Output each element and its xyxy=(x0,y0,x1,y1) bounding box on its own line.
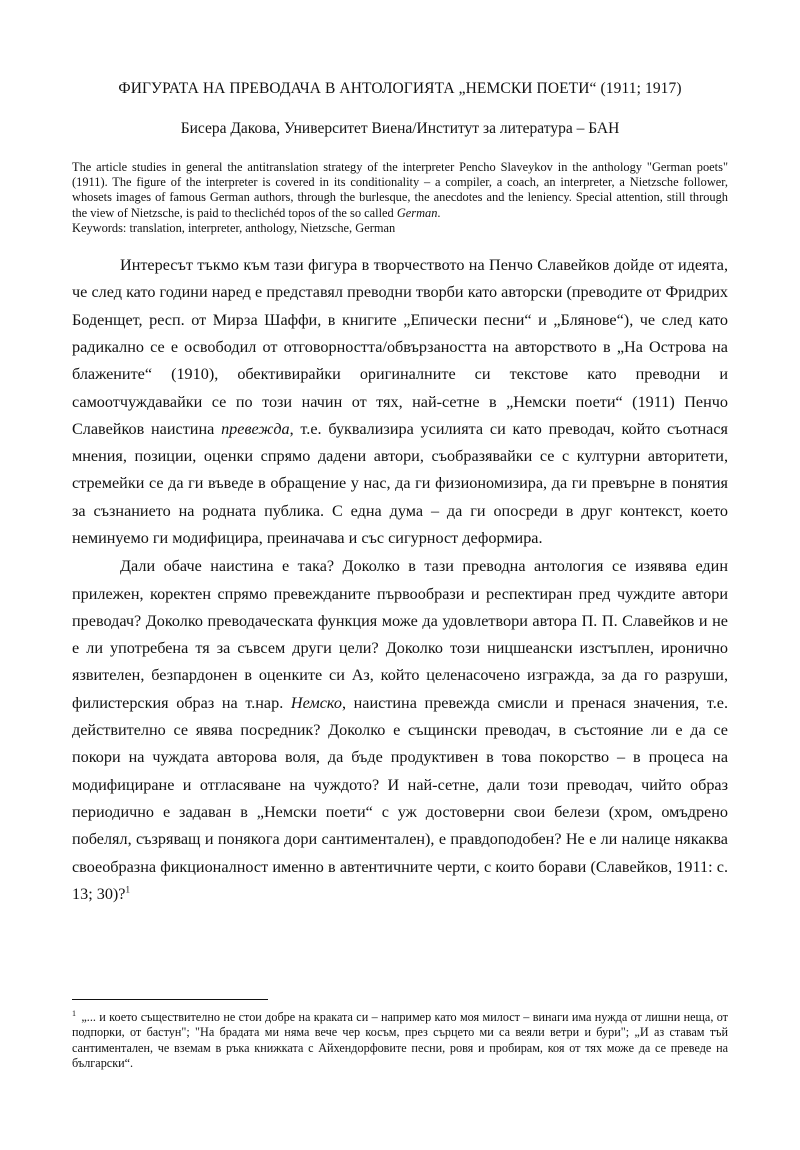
abstract-text: The article studies in general the antitranslation strategy of the interpreter Pencho Slaveykov in the anthology "German poets" (1911). The figure of the interpreter is covered in its conditionality – a compiler, a coach, an interpreter, a Nietzsche follower, whosets images of famous German authors, through the burlesque, the anecdotes and the leniency. Special attention, still through the view of Nietzsche, is paid to theclichéd topos of the so called xyxy=(72,160,728,220)
paragraph-2-part-1: Дали обаче наистина е така? Доколко в тази преводна антология се изявява един прилежен, коректен спрямо превежданите първообрази и респектиран пред чуждите автори преводач? Доколко преводаческата функция може да удовлетвори автора П. П. Славейков и не е ли употребена тя за съвсем други цели? Доколко този ницшеански изстъплен, иронично язвителен, безпардонен в оценките си Аз, който целенасочено изгражда, за да го разруши, филистерския образ на т.нар. xyxy=(72,557,728,712)
footnote-separator xyxy=(72,999,268,1000)
paragraph-1-part-2: , т.е. буквализира усилията си като преводач, който съотнася мнения, позиции, оценки спрямо дадени автори, съобразявайки се с културни авторитети, стремейки се да ги въведе в обращение у нас, да ги физиономизира, да ги превърне в понятия за съзнанието на родната публика. С една дума – да ги опосреди в друг контекст, което неминуемо ги модифицира, преиначава и със сигурност деформира. xyxy=(72,419,728,547)
abstract-italic-term: German xyxy=(396,205,438,220)
author-affiliation: Бисера Дакова, Университет Виена/Институт за литература – БАН xyxy=(180,120,620,137)
paragraph-2-part-2: , наистина превежда смисли и пренася значения, т.е. действително се явява посредник? Доколко е същински преводач, в състояние ли е да се покори на чуждата авторова воля, да бъде продуктивен в това покорство – в процеса на модифициране и отгласяване на чуждото? И най-сетне, дали този преводач, чийто образ периодично е задаван в „Немски поети“ с уж достоверни свои белези (хром, омъдрено побелял, съзряващ и понякога дори сантиментален), е правдоподобен? Не е ли налице някаква своеобразна фикционалност именно в автентичните черти, с които борави (Славейков, 1911: с. 13; 30)? xyxy=(72,693,728,903)
footnote xyxy=(72,1010,728,1071)
abstract-end: . xyxy=(437,205,441,220)
footnote-number: 1 xyxy=(72,1008,76,1018)
paper-page xyxy=(72,0,728,909)
footnote-reference[interactable]: 1 xyxy=(125,884,130,895)
paragraph-2-italic: Немско xyxy=(290,693,342,712)
footnote-text: „... и което съществително не стои добре на краката си – например като моя милост – винаги има нужда от лишни неща, от подпорки, от бастун"; "На брадата ми няма вече чер косъм, през сърцето ми са веяли ветри и бури"; „И аз ставам тъй сантиментален, че вземам в ръка книжката с Айхендорфовите песни, ровя и пробирам, коя от тях може да се преведе на български“. xyxy=(72,1010,728,1070)
paper-title: ФИГУРАТА НА ПРЕВОДАЧА В АНТОЛОГИЯТА „НЕМСКИ ПОЕТИ“ (1911; 1917) xyxy=(118,80,682,97)
paragraph-1-italic: превежда xyxy=(221,419,290,438)
paragraph-2 xyxy=(72,553,728,908)
abstract xyxy=(72,160,728,221)
paragraph-1-part-1: Интересът тъкмо към тази фигура в творчеството на Пенчо Славейков дойде от идеята, че след като години наред е представял преводни творби като авторски (преводите от Фридрих Боденщет, респ. от Мирза Шаффи, в книгите „Епически песни“ и „Блянове“), че след като радикално се е освободил от отговорността/обвързаността на авторството в „На Острова на блажените“ (1910), обективирайки оригиналните си текстове като преводни и самоотчуждавайки се по този начин от тях, най-сетне в „Немски поети“ (1911) Пенчо Славейков наистина xyxy=(72,256,728,438)
body-text xyxy=(72,252,728,908)
keywords: Keywords: translation, interpreter, anthology, Nietzsche, German xyxy=(72,220,396,235)
paragraph-1 xyxy=(72,252,728,552)
